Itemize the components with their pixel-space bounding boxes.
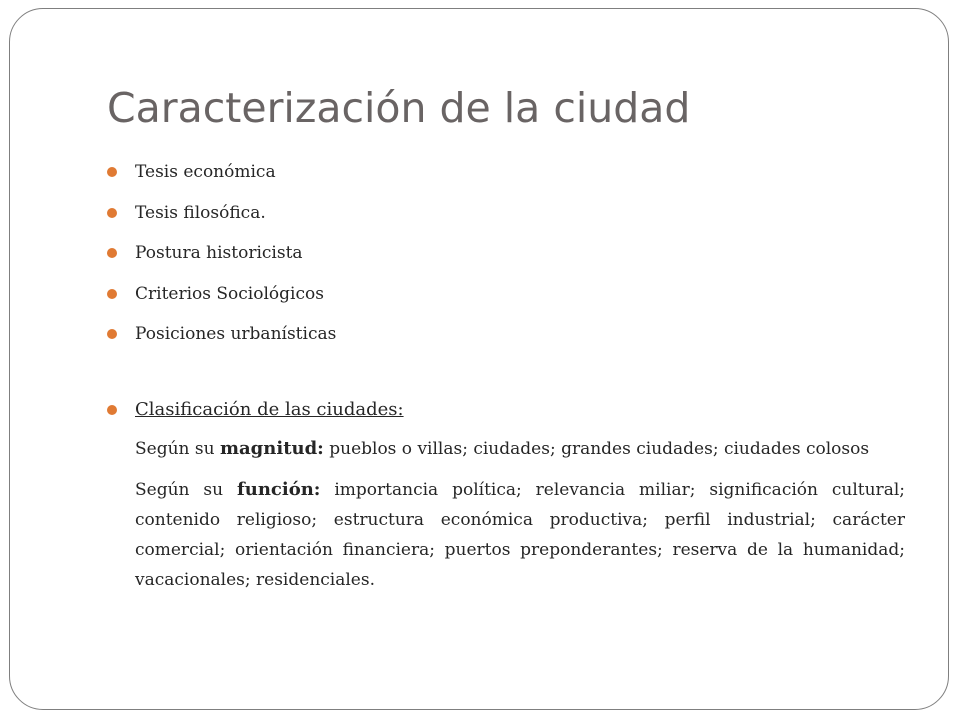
function-text: importancia política; relevancia miliar; significación cultural; contenido religioso; estructura económica productiva; perfil industrial; carácter comercial; orientación financiera; puertos preponderantes; reserva de la humanidad; vacacionales; residenciales. (135, 480, 905, 590)
bullet-dot-icon (107, 208, 117, 218)
bullet-text: Tesis filosófica. (135, 202, 266, 223)
classification-section (107, 394, 907, 595)
bullet-text: Tesis económica (135, 162, 276, 182)
bullet-item (107, 320, 907, 361)
bullet-item (107, 280, 907, 321)
bullet-dot-icon (107, 329, 117, 339)
bullet-text: Postura historicista (135, 243, 303, 263)
bullet-item (107, 158, 907, 199)
magnitude-paragraph (107, 434, 905, 464)
magnitude-prefix: Según su (135, 439, 220, 459)
topic-bullet-list (107, 158, 907, 361)
classification-heading (107, 394, 907, 426)
magnitude-text: pueblos o villas; ciudades; grandes ciudades; ciudades colosos (323, 439, 870, 459)
function-paragraph (107, 475, 905, 595)
bullet-item (107, 239, 907, 280)
bullet-text: Criterios Sociológicos (135, 283, 324, 304)
function-prefix: Según su (135, 480, 237, 500)
magnitude-term: magnitud: (219, 438, 324, 459)
function-term: función: (237, 479, 321, 500)
bullet-dot-icon (107, 289, 117, 299)
bullet-dot-icon (107, 248, 117, 258)
bullet-dot-icon (107, 405, 117, 415)
slide-title: Caracterización de la ciudad (107, 84, 691, 132)
bullet-item (107, 199, 907, 240)
bullet-text: Posiciones urbanísticas (135, 324, 337, 344)
classification-heading-text: Clasificación de las ciudades: (135, 399, 404, 420)
bullet-dot-icon (107, 167, 117, 177)
